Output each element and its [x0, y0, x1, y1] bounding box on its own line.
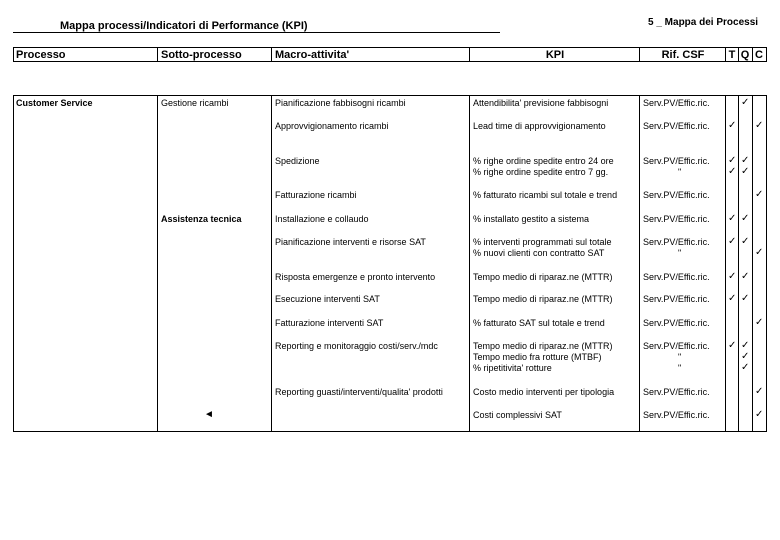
rif-cell: Serv.PV/Effic.ric.	[643, 341, 710, 351]
check-mark-t: ✓	[728, 271, 737, 282]
check-mark-q: ✓	[741, 155, 750, 166]
table-divider	[738, 95, 739, 432]
check-mark-q: ✓	[741, 213, 750, 224]
rif-cell: Serv.PV/Effic.ric.	[643, 237, 710, 247]
title-underline	[13, 32, 500, 33]
kpi-cell: % fatturato SAT sul totale e trend	[473, 318, 605, 328]
table-divider	[469, 95, 470, 432]
header-divider	[639, 47, 640, 62]
check-mark-q: ✓	[741, 362, 750, 373]
arrow-left-icon: ◄	[204, 409, 214, 420]
rif-cell: Serv.PV/Effic.ric.	[643, 318, 710, 328]
check-mark-c: ✓	[755, 317, 764, 328]
kpi-cell: Costi complessivi SAT	[473, 410, 562, 420]
kpi-cell: % interventi programmati sul totale	[473, 237, 612, 247]
page-label: 5 _ Mappa dei Processi	[648, 17, 759, 28]
rif-cell: Serv.PV/Effic.ric.	[643, 294, 710, 304]
macro-cell: Esecuzione interventi SAT	[275, 294, 380, 304]
macro-cell: Approvvigionamento ricambi	[275, 121, 389, 131]
check-mark-t: ✓	[728, 293, 737, 304]
table-divider	[639, 95, 640, 432]
rif-cell: Serv.PV/Effic.ric.	[643, 156, 710, 166]
check-mark-t: ✓	[728, 120, 737, 131]
col-header-processo: Processo	[16, 49, 66, 61]
table-divider	[271, 95, 272, 432]
rif-cell: Serv.PV/Effic.ric.	[643, 190, 710, 200]
check-mark-t: ✓	[728, 213, 737, 224]
col-header-kpi: KPI	[545, 49, 565, 61]
macro-cell: Reporting guasti/interventi/qualita' prodotti	[275, 387, 443, 397]
header-divider	[752, 47, 753, 62]
check-mark-c: ✓	[755, 409, 764, 420]
header-divider	[725, 47, 726, 62]
header-divider	[766, 47, 767, 62]
check-mark-t: ✓	[728, 155, 737, 166]
macro-cell: Reporting e monitoraggio costi/serv./mdc	[275, 341, 438, 351]
kpi-cell: % installato gestito a sistema	[473, 214, 590, 224]
kpi-cell: % ripetitivita' rotture	[473, 363, 552, 373]
table-top-border	[13, 95, 767, 96]
table-divider	[752, 95, 753, 432]
rif-cell: Serv.PV/Effic.ric.	[643, 121, 710, 131]
check-mark-q: ✓	[741, 351, 750, 362]
macro-cell: Spedizione	[275, 156, 320, 166]
check-mark-t: ✓	[728, 236, 737, 247]
rif-cell: "	[678, 363, 682, 373]
header-divider	[13, 47, 14, 62]
check-mark-c: ✓	[755, 189, 764, 200]
kpi-cell: Tempo medio fra rotture (MTBF)	[473, 352, 602, 362]
check-mark-c: ✓	[755, 247, 764, 258]
header-top-border	[13, 47, 767, 48]
header-divider	[157, 47, 158, 62]
macro-cell: Pianificazione interventi e risorse SAT	[275, 237, 426, 247]
table-divider	[13, 95, 14, 432]
check-mark-q: ✓	[741, 236, 750, 247]
col-header-c: C	[755, 49, 763, 61]
kpi-cell: % nuovi clienti con contratto SAT	[473, 248, 605, 258]
macro-cell: Pianificazione fabbisogni ricambi	[275, 98, 406, 108]
sottoprocesso-cell: Gestione ricambi	[161, 98, 229, 108]
check-mark-c: ✓	[755, 120, 764, 131]
page-title: Mappa processi/Indicatori di Performance (KPI)	[60, 20, 308, 32]
sottoprocesso-cell: Assistenza tecnica	[161, 214, 242, 224]
kpi-cell: % righe ordine spedite entro 24 ore	[473, 156, 614, 166]
col-header-macro: Macro-attivita'	[275, 49, 350, 61]
kpi-cell: Attendibilita' previsione fabbisogni	[473, 98, 609, 108]
check-mark-q: ✓	[741, 340, 750, 351]
macro-cell: Installazione e collaudo	[275, 214, 369, 224]
col-header-sottoprocesso: Sotto-processo	[161, 49, 242, 61]
header-divider	[738, 47, 739, 62]
rif-cell: Serv.PV/Effic.ric.	[643, 410, 710, 420]
macro-cell: Fatturazione interventi SAT	[275, 318, 384, 328]
col-header-q: Q	[740, 49, 750, 61]
kpi-cell: Lead time di approvvigionamento	[473, 121, 606, 131]
header-divider	[469, 47, 470, 62]
rif-cell: Serv.PV/Effic.ric.	[643, 98, 710, 108]
check-mark-q: ✓	[741, 271, 750, 282]
kpi-cell: Tempo medio di riparaz.ne (MTTR)	[473, 341, 613, 351]
header-divider	[271, 47, 272, 62]
table-divider	[157, 95, 158, 432]
rif-cell: Serv.PV/Effic.ric.	[643, 272, 710, 282]
rif-cell: Serv.PV/Effic.ric.	[643, 387, 710, 397]
macro-cell: Risposta emergenze e pronto intervento	[275, 272, 436, 282]
kpi-cell: % righe ordine spedite entro 7 gg.	[473, 167, 609, 177]
rif-cell: "	[678, 248, 682, 258]
col-header-t: T	[728, 49, 736, 61]
table-bottom-border	[13, 431, 767, 432]
kpi-cell: % fatturato ricambi sul totale e trend	[473, 190, 618, 200]
col-header-rif-csf: Rif. CSF	[661, 49, 705, 61]
rif-cell: Serv.PV/Effic.ric.	[643, 214, 710, 224]
check-mark-t: ✓	[728, 340, 737, 351]
check-mark-q: ✓	[741, 166, 750, 177]
check-mark-q: ✓	[741, 293, 750, 304]
check-mark-t: ✓	[728, 166, 737, 177]
kpi-cell: Costo medio interventi per tipologia	[473, 387, 615, 397]
kpi-cell: Tempo medio di riparaz.ne (MTTR)	[473, 294, 613, 304]
check-mark-c: ✓	[755, 386, 764, 397]
rif-cell: "	[678, 352, 682, 362]
kpi-cell: Tempo medio di riparaz.ne (MTTR)	[473, 272, 613, 282]
table-divider	[725, 95, 726, 432]
table-divider	[766, 95, 767, 432]
rif-cell: "	[678, 167, 682, 177]
processo-cell: Customer Service	[16, 98, 93, 108]
macro-cell: Fatturazione ricambi	[275, 190, 357, 200]
check-mark-q: ✓	[741, 97, 750, 108]
header-bottom-border	[13, 61, 767, 62]
